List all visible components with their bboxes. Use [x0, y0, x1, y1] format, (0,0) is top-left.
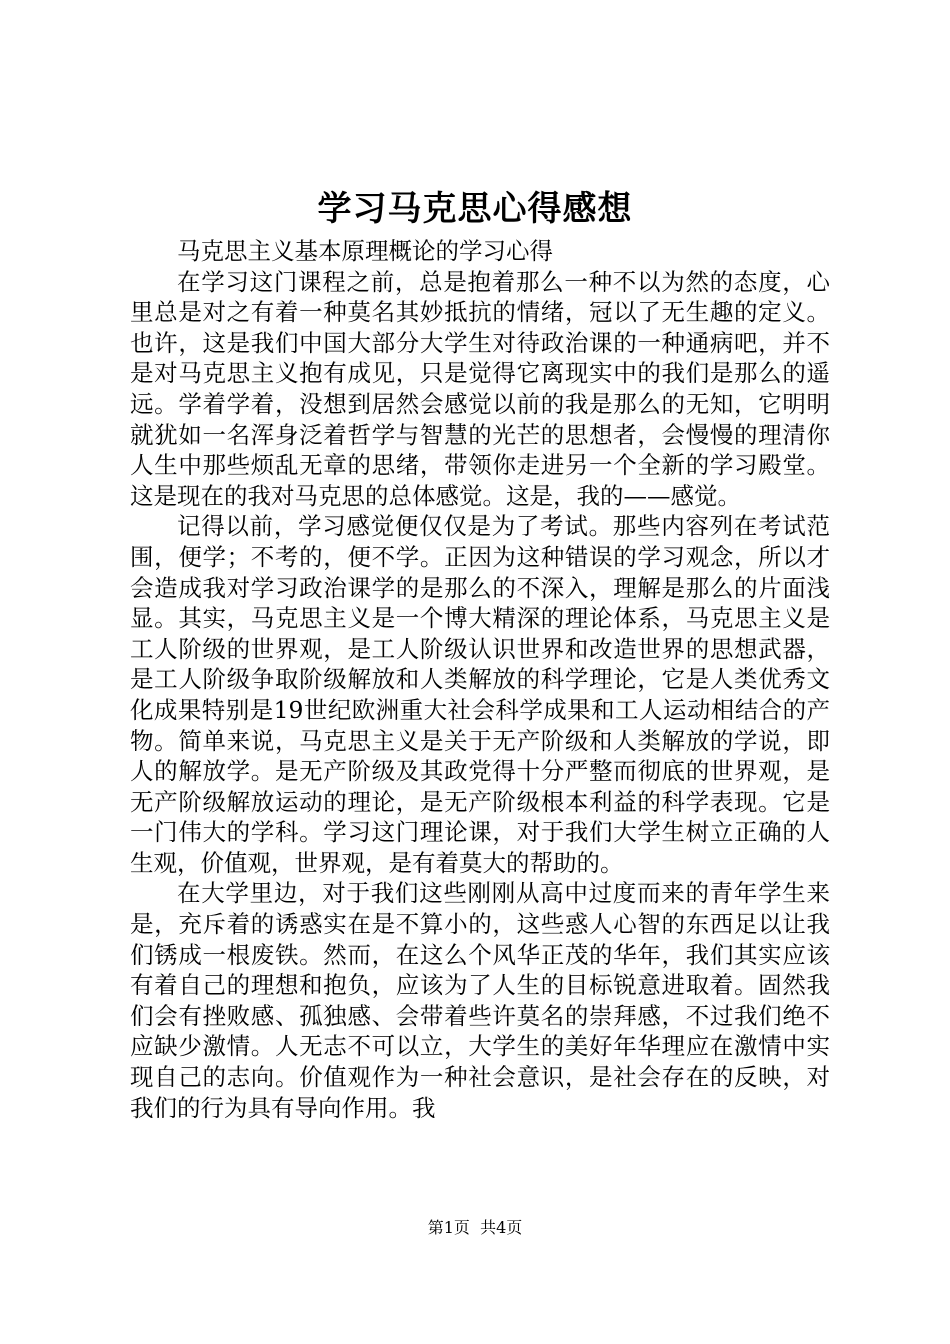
page-footer [0, 1217, 950, 1239]
document-body [130, 236, 830, 1123]
page-total: 共4页 [480, 1218, 523, 1237]
body-paragraph: 在学习这门课程之前，总是抱着那么一种不以为然的态度，心里总是对之有着一种莫名其妙抵抗的情绪，冠以了无生趣的定义。也许，这是我们中国大部分大学生对待政治课的一种通病吧，并不是对马克思主义抱有成见，只是觉得它离现实中的我们是那么的遥远。学着学着，没想到居然会感觉以前的我是那么的无知，它明明就犹如一名浑身泛着哲学与智慧的光芒的思想者，会慢慢的理清你人生中那些烦乱无章的思绪，带领你走进另一个全新的学习殿堂。这是现在的我对马克思的总体感觉。这是，我的——感觉。 [130, 267, 830, 510]
body-paragraph: 在大学里边，对于我们这些刚刚从高中过度而来的青年学生来是，充斥着的诱惑实在是不算小的，这些惑人心智的东西足以让我们锈成一根废铁。然而，在这么个风华正茂的华年，我们其实应该有着自己的理想和抱负，应该为了人生的目标锐意进取着。固然我们会有挫败感、孤独感、会带着些许莫名的崇拜感，不过我们绝不应缺少激情。人无志不可以立，大学生的美好年华理应在激情中实现自己的志向。价值观作为一种社会意识，是社会存在的反映，对我们的行为具有导向作用。我 [130, 879, 830, 1122]
body-paragraph: 记得以前，学习感觉便仅仅是为了考试。那些内容列在考试范围，便学；不考的，便不学。正因为这种错误的学习观念，所以才会造成我对学习政治课学的是那么的不深入，理解是那么的片面浅显。其实，马克思主义是一个博大精深的理论体系，马克思主义是工人阶级的世界观，是工人阶级认识世界和改造世界的思想武器，是工人阶级争取阶级解放和人类解放的科学理论，它是人类优秀文化成果特别是19世纪欧洲重大社会科学成果和工人运动相结合的产物。简单来说，马克思主义是关于无产阶级和人类解放的学说，即人的解放学。是无产阶级及其政党得十分严整而彻底的世界观，是无产阶级解放运动的理论，是无产阶级根本利益的科学表现。它是一门伟大的学科。学习这门理论课，对于我们大学生树立正确的人生观，价值观，世界观，是有着莫大的帮助的。 [130, 512, 830, 877]
document-title: 学习马克思心得感想 [317, 189, 633, 229]
subtitle-paragraph: 马克思主义基本原理概论的学习心得 [177, 237, 553, 265]
page-number: 第1页 [427, 1218, 470, 1237]
